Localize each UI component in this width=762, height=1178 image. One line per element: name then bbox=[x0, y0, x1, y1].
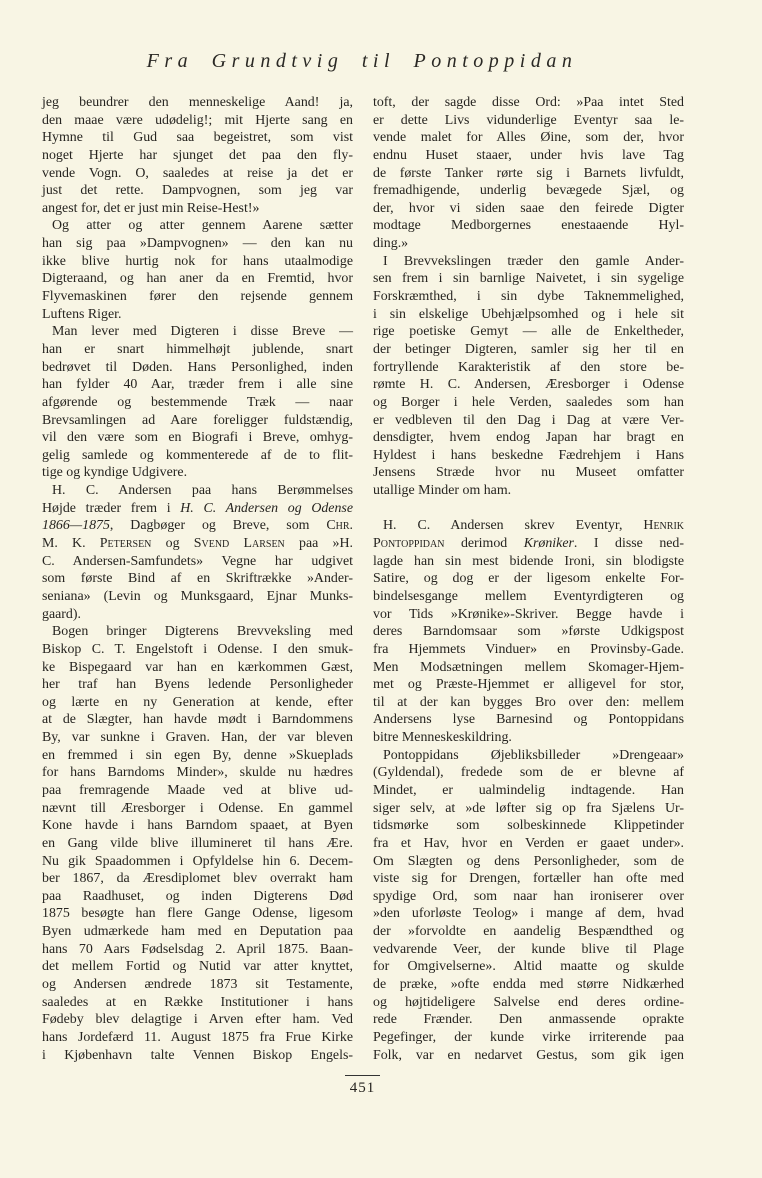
text-line: Jensens Stræde hvor nu Museet omfatter bbox=[373, 465, 684, 481]
text-line: fra et Hav, hvor en Verden er gaaet under». bbox=[373, 835, 684, 851]
text-line: 1875 besøgte han flere Gange Odense, ligesom bbox=[42, 906, 353, 922]
running-head: Fra Grundtvig til Pontoppidan bbox=[146, 50, 578, 72]
paragraph bbox=[42, 623, 353, 1064]
text-line: vil den være som en Biografi i Breve, omhyg- bbox=[42, 430, 353, 446]
text-line: der, hvor vi siden saae den feirede Digter bbox=[373, 200, 684, 216]
text-line: Satire, og dog er der ligesom enkelte For- bbox=[373, 571, 684, 587]
paragraph bbox=[42, 94, 353, 217]
text-line: spydige Ord, som naar han ironiserer over bbox=[373, 888, 684, 904]
text-line: deres Barndomsaar som »første Udkigspost bbox=[373, 624, 684, 640]
text-line: jeg beundrer den menneskelige Aand! ja, bbox=[42, 95, 353, 110]
text-segment: . I disse ned- bbox=[573, 536, 684, 552]
text-line: gelig samlede og kommenterede af de to flit- bbox=[42, 447, 353, 463]
text-line: i sin elskelige Ubehjælpsomhed og i hele sit bbox=[373, 306, 684, 322]
text-line: at de Slægter, han havde mødt i Barndommens bbox=[42, 712, 353, 728]
text-line: han fylder 40 Aar, træder frem i alle sine bbox=[42, 377, 353, 393]
text-line: til at der kan bygges Bro over den: mellem bbox=[373, 694, 684, 710]
small-caps-name: Henrik bbox=[643, 518, 684, 534]
italic-title: 1866—1875 bbox=[42, 518, 110, 534]
text-line: en Gang vilde blive illumineret til hans Ære. bbox=[42, 835, 353, 851]
text-line: her traf han Byens ledende Personligheder bbox=[42, 677, 353, 693]
text-line: ke Bispegaard var han en kærkommen Gæst, bbox=[42, 659, 353, 675]
text-line: just det rette. Dampvognen, som jeg var bbox=[42, 183, 353, 199]
italic-title: H. C. Andersen og Odense bbox=[180, 500, 353, 516]
text-line: i Kjøbenhavn talte Vennen Biskop Engels- bbox=[42, 1047, 353, 1063]
text-line: Biskop C. T. Engelstoft i Odense. I den smuk- bbox=[42, 641, 353, 657]
text-line: Fødeby blev delagtige i Arven efter ham. Ved bbox=[42, 1012, 353, 1028]
text-line: hans 70 Aars Fødselsdag 2. April 1875. Baan- bbox=[42, 941, 353, 957]
text-line: Og atter og atter gennem Aarene sætter bbox=[52, 218, 353, 234]
paragraph bbox=[42, 482, 353, 623]
text-line: der betinger Digteren, samler sig her til en bbox=[373, 341, 684, 357]
text-line: Bogen bringer Digterens Brevveksling med bbox=[52, 624, 353, 640]
text-line bbox=[42, 500, 353, 518]
text-line: han er snart himmelhøjt jublende, snart bbox=[42, 341, 353, 357]
text-line: hans Jordefærd 11. August 1875 fra Frue Kirke bbox=[42, 1029, 353, 1045]
left-column bbox=[42, 94, 353, 1064]
text-line: noget Hjerte har sjunget det paa den fly- bbox=[42, 147, 353, 163]
italic-title: Krøniker bbox=[523, 536, 574, 552]
text-line bbox=[42, 535, 353, 553]
text-line: gaard). bbox=[42, 606, 81, 622]
text-line: rømte H. C. Andersen, Æresborger i Odense bbox=[373, 377, 684, 393]
text-line: C. Andersen-Samfundets» Vegne har udgivet bbox=[42, 553, 353, 569]
text-line: »den uforløste Teolog» i mange af dem, hvad bbox=[373, 906, 684, 922]
text-segment: derimod bbox=[444, 536, 524, 552]
text-line: bedrøvet til Døden. Hans Personlighed, inden bbox=[42, 359, 353, 375]
text-line: Hyldest i hans beskedne Fædrehjem i Hans bbox=[373, 447, 684, 463]
text-line: Men Modsætningen mellem Skomager-Hjem- bbox=[373, 659, 684, 675]
text-segment: , Dagbøger og Breve, som bbox=[109, 518, 327, 534]
text-line: angest for, det er just min Reise-Hest!» bbox=[42, 200, 260, 216]
text-line: de første Tanker rørte sig i Barnets livfuldt, bbox=[373, 165, 684, 181]
paragraph bbox=[373, 94, 684, 253]
text-line: ding.» bbox=[373, 236, 409, 252]
text-line: der »forvoldte en aandelig Bespændthed og bbox=[373, 924, 684, 940]
small-caps-name: Pontoppidan bbox=[373, 536, 445, 552]
text-line: Byen udmærkede ham med en Deputation paa bbox=[42, 924, 353, 940]
text-line: Pontoppidans Øjebliksbilleder »Drengeaar» bbox=[383, 747, 684, 763]
text-line: han sig paa »Dampvognen» — den kan nu bbox=[42, 236, 353, 252]
paragraph bbox=[373, 517, 684, 746]
text-line: det mellem Fortid og Nutid var atter knyttet, bbox=[42, 959, 353, 975]
text-line: fra Hjemmets Vinduer» en Provinsby-Gade. bbox=[373, 641, 684, 657]
text-segment: M. K. bbox=[42, 536, 100, 552]
text-line: I Brevvekslingen træder den gamle Ander- bbox=[383, 253, 684, 269]
text-line: tidsmørke som solbeskinnede Klippetinder bbox=[373, 818, 684, 834]
text-line: viste sig for Drengen, fortæller han ofte med bbox=[373, 871, 684, 887]
text-line: vende Vogn. O, saaledes at reise ja det er bbox=[42, 165, 353, 181]
text-line: vedvarende Veer, der kunde blive til Plage bbox=[373, 941, 684, 957]
text-line: Mindet, er ualmindelig indtagende. Han bbox=[373, 782, 684, 798]
text-line: seniana» (Levin og Munksgaard, Ejnar Munks- bbox=[42, 588, 353, 604]
text-line: Forskræmthed, i sin dybe Taknemmelighed, bbox=[373, 289, 684, 305]
text-line: er vedbleven til den Dag i Dag at være Ver- bbox=[373, 412, 684, 428]
text-line: bitre Menneskeskildring. bbox=[373, 730, 512, 746]
paragraph bbox=[42, 323, 353, 482]
text-line: afgørende og bestemmende Træk — naar bbox=[42, 394, 353, 410]
text-line: og lærte en ny Generation at kende, efter bbox=[42, 694, 353, 710]
text-line: Flyvemaskinen fører den rejsende gennem bbox=[42, 289, 353, 305]
text-line: og Borger i hele Verden, saaledes som han bbox=[373, 394, 684, 410]
text-line bbox=[373, 535, 684, 553]
text-line: By, var sunkne i Graven. Han, der var bleven bbox=[42, 730, 353, 746]
text-line: som første Bind af en Skriftrække »Ander- bbox=[42, 571, 353, 587]
text-line: nævnt till Æresborger i Odense. En gammel bbox=[42, 800, 353, 816]
text-line: Luftens Riger. bbox=[42, 306, 122, 322]
text-line: met og Præste-Hjemmet er alligevel for stor, bbox=[373, 677, 684, 693]
text-line: ikke blive hurtig nok for hans utaalmodige bbox=[42, 253, 353, 269]
text-line: fortryllende Karakteristik af den store be- bbox=[373, 359, 684, 375]
text-line: rige poetiske Gemyt — alle de Enkeltheder, bbox=[373, 324, 684, 340]
text-line: paa fremragende Maade ved at blive ud- bbox=[42, 782, 353, 798]
text-line: og højtideligere Salvelse end deres ordine- bbox=[373, 994, 684, 1010]
text-line: H. C. Andersen paa hans Berømmelses bbox=[52, 483, 353, 499]
text-line: for Omgivelserne». Altid maatte og skulde bbox=[373, 959, 684, 975]
text-line: og Andersen ændrede 1873 sit Testamente, bbox=[42, 977, 353, 993]
text-line: Pegefinger, der kunde virke irriterende paa bbox=[373, 1029, 684, 1045]
text-line: Om Slægten og dens Personligheder, som de bbox=[373, 853, 684, 869]
small-caps-name: Chr. bbox=[326, 518, 353, 534]
text-line: er dette Livs vidunderlige Eventyr saa le- bbox=[373, 112, 684, 128]
text-line: en fremmed i sin egen By, denne »Skueplads bbox=[42, 747, 353, 763]
text-line: fremadhigende, underlig bevægede Sjæl, og bbox=[373, 183, 684, 199]
paragraph bbox=[373, 747, 684, 1065]
text-line: (Gyldendal), fredede som de er blevne af bbox=[373, 765, 684, 781]
text-line: sen frem i sin barnlige Naivetet, i sin sygelige bbox=[373, 271, 684, 287]
text-line: Folk, var en nedarvet Gestus, som gik igen bbox=[373, 1047, 684, 1063]
text-segment: og bbox=[151, 536, 194, 552]
text-line: tige og kyndige Udgivere. bbox=[42, 465, 188, 481]
text-line: vende malet for Alles Øine, som der, hvor bbox=[373, 130, 684, 146]
text-line: vor Tids »Krønike»-Skriver. Begge havde i bbox=[373, 606, 684, 622]
text-line: den maae være udødelig!; mit Hjerte sang en bbox=[42, 112, 353, 128]
text-line: siger selv, at »de løfter sig op fra Sjælens Ur- bbox=[373, 800, 684, 816]
text-line: saaledes at en Række Institutioner i hans bbox=[42, 994, 353, 1010]
text-line: bindelsesgange mellem Eventyrdigteren og bbox=[373, 588, 684, 604]
text-segment: H. C. Andersen skrev Eventyr, bbox=[383, 518, 644, 534]
text-line: lagde han sin mest bidende Ironi, sin blodigste bbox=[373, 553, 684, 569]
text-line: for hans Barndoms Minder», skulde nu hædres bbox=[42, 765, 353, 781]
text-line: rede Frænder. Den anmassende oprakte bbox=[373, 1012, 684, 1028]
right-column bbox=[373, 94, 684, 1064]
text-segment: Højde træder frem i bbox=[42, 500, 181, 516]
text-line: Brevsamlingen ad Aare foreligger fuldstændig, bbox=[42, 412, 353, 428]
text-line: modtage Medborgernes enestaaende Hyl- bbox=[373, 218, 684, 234]
text-line: toft, der sagde disse Ord: »Paa intet Sted bbox=[373, 95, 684, 110]
text-line: densdigter, hvem endog Japan har bragt en bbox=[373, 430, 684, 446]
text-line: utallige Minder om ham. bbox=[373, 483, 512, 499]
folio-rule bbox=[345, 1075, 380, 1076]
text-line bbox=[42, 517, 353, 535]
text-segment: paa »H. bbox=[284, 536, 353, 552]
small-caps-name: Petersen bbox=[99, 536, 152, 552]
small-caps-name: Svend Larsen bbox=[193, 536, 285, 552]
paragraph bbox=[373, 253, 684, 500]
text-line: Andersens lyse Barnesind og Pontoppidans bbox=[373, 712, 684, 728]
paragraph bbox=[42, 217, 353, 323]
text-line: endnu Huset staaer, under hvis lave Tag bbox=[373, 147, 684, 163]
text-line bbox=[373, 517, 684, 535]
text-line: Hymne til Gud saa begeistret, som vist bbox=[42, 130, 353, 146]
text-line: Kone havde i hans Barndom spaaet, at Byen bbox=[42, 818, 353, 834]
text-line: ber 1867, da Æresdiplomet blev overrakt ham bbox=[42, 871, 353, 887]
page-number: 451 bbox=[349, 1080, 376, 1096]
text-line: paa Raadhuset, og inden Digterens Død bbox=[42, 888, 353, 904]
text-line: Nu gik Spaadommen i Opfyldelse hin 6. Decem- bbox=[42, 853, 353, 869]
text-line: de præke, »ofte endda med større Nidkærhed bbox=[373, 977, 684, 993]
text-line: Man lever med Digteren i disse Breve — bbox=[52, 324, 353, 340]
text-line: Digteraand, og han aner da en Fremtid, hvor bbox=[42, 271, 353, 287]
